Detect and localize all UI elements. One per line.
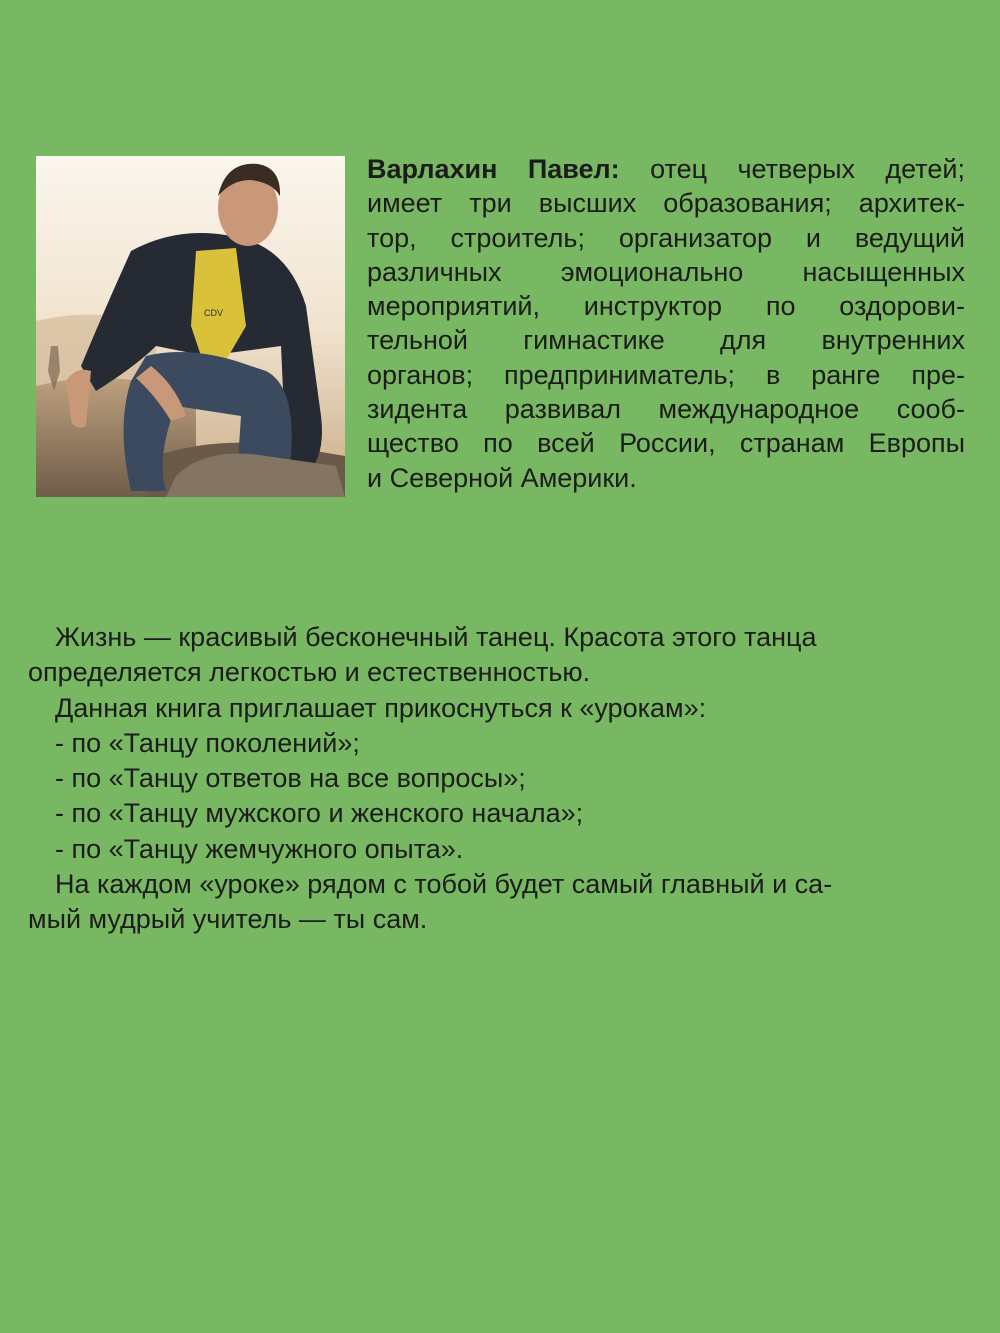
- book-description: [28, 620, 948, 938]
- author-bio: [367, 152, 965, 495]
- description-line-3: Данная книга приглашает прикоснуться к «урокам»:: [55, 692, 707, 723]
- bio-line-6: тельной гимнастике для внутренних: [367, 325, 965, 356]
- description-list-item-4: - по «Танцу жемчужного опыта».: [55, 833, 464, 864]
- description-line-2: определяется легкостью и естественностью.: [28, 657, 591, 688]
- bio-line-7: органов; предприниматель; в ранге пре-: [367, 359, 965, 390]
- author-name: Варлахин Павел:: [367, 154, 620, 184]
- description-list-item-1: - по «Танцу поколений»;: [55, 727, 360, 758]
- description-line-9: мый мудрый учитель — ты сам.: [28, 904, 428, 935]
- bio-text-1: отец четверых детей;: [650, 154, 965, 184]
- bio-line-8: зидента развивал международное сооб-: [367, 394, 965, 425]
- description-line-1: Жизнь — красивый бесконечный танец. Красота этого танца: [55, 622, 817, 652]
- author-photo: [36, 156, 345, 497]
- bio-line-2: имеет три высших образования; архитек-: [367, 188, 965, 219]
- bio-line-9: щество по всей России, странам Европы: [367, 428, 965, 459]
- author-portrait-image: [36, 156, 345, 497]
- description-list-item-3: - по «Танцу мужского и женского начала»;: [55, 798, 584, 829]
- bio-line-4: различных эмоционально насыщенных: [367, 256, 965, 287]
- bio-line-3: тор, строитель; организатор и ведущий: [367, 222, 965, 253]
- bio-line-5: мероприятий, инструктор по оздорови-: [367, 291, 965, 322]
- shirt-logo: CDV: [204, 308, 224, 318]
- description-list-item-2: - по «Танцу ответов на все вопросы»;: [55, 763, 526, 794]
- bio-line-1: [367, 152, 965, 186]
- description-line-8: На каждом «уроке» рядом с тобой будет самый главный и са-: [55, 869, 833, 900]
- bio-line-10: и Северной Америки.: [367, 462, 637, 493]
